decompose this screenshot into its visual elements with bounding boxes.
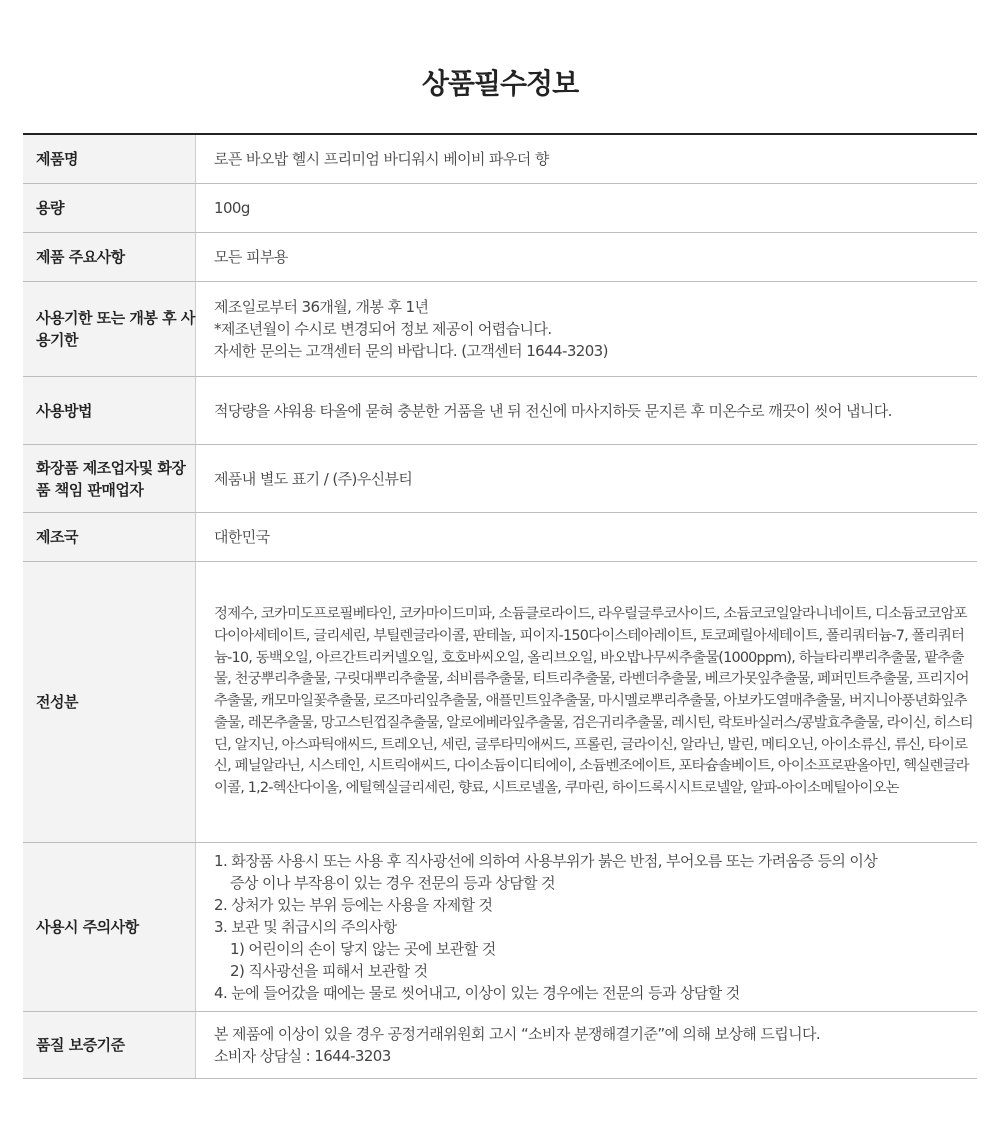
row-value [196, 233, 977, 281]
row-precautions [23, 843, 977, 1012]
value-line: 2) 직사광선을 피해서 보관할 것 [230, 962, 428, 980]
row-label [23, 282, 196, 376]
label-line: 화장품 제조업자및 [36, 458, 153, 477]
row-label: 품질 보증기준 [23, 1012, 196, 1078]
page-title: 상품필수정보 [421, 67, 579, 100]
value-line: 자세한 문의는 고객센터 문의 바랍니다. (고객센터 1644-3203) [214, 342, 608, 360]
value-line: 모든 피부용 [214, 248, 288, 266]
row-label: 용량 [23, 184, 196, 232]
value-line: 3. 보관 및 취급시의 주의사항 [214, 918, 397, 936]
product-info-table [23, 133, 977, 1079]
value-line: 제품내 별도 표기 / (주)우신뷰티 [214, 469, 413, 488]
row-label: 사용방법 [23, 377, 196, 444]
row-capacity [23, 184, 977, 233]
row-value [196, 843, 977, 1011]
label-line: 사용기한 또는 [36, 309, 125, 327]
value-line: 적당량을 샤워용 타올에 묻혀 충분한 거품을 낸 뒤 전신에 마사지하듯 문지른 후 미온수로 깨끗이 씻어 냅니다. [214, 401, 892, 420]
value-line: 본 제품에 이상이 있을 경우 공정거래위원회 고시 “소비자 분쟁해결기준”에 의해 보상해 드립니다. [214, 1025, 821, 1043]
row-label: 제품 주요사항 [23, 233, 196, 281]
value-line: 대한민국 [214, 528, 270, 546]
row-value [196, 135, 977, 183]
row-value [196, 513, 977, 561]
value-line: 1) 어린이의 손이 닿지 않는 곳에 보관할 것 [230, 940, 496, 958]
row-value [196, 377, 977, 444]
value-line: 100g [214, 199, 250, 217]
row-label: 전성분 [23, 562, 196, 842]
value-line: 증상 이나 부작용이 있는 경우 전문의 등과 상담할 것 [230, 874, 556, 892]
row-value [196, 282, 977, 376]
row-label [23, 445, 196, 512]
row-country [23, 513, 977, 562]
row-label: 제조국 [23, 513, 196, 561]
value-line: 1. 화장품 사용시 또는 사용 후 직사광선에 의하여 사용부위가 붉은 반점, 부어오름 또는 가려움증 등의 이상 [214, 852, 878, 870]
label-line: 개봉 후 사용기한 [36, 309, 195, 349]
row-ingredients [23, 562, 977, 843]
row-label: 제품명 [23, 135, 196, 183]
value-line: 4. 눈에 들어갔을 때에는 물로 씻어내고, 이상이 있는 경우에는 전문의 등과 상담할 것 [214, 984, 740, 1002]
row-key-info [23, 233, 977, 282]
ingredients-text: 정제수, 코카미도프로필베타인, 코카마이드미파, 소듐클로라이드, 라우릴글루코사이드, 소듐코코일알라니네이트, 디소듐코코암포다이아세테이트, 글리세린, 부틸렌글라이콜, 판테놀, 피이지-150다이스테아레이트, 토코페릴아세테이트, 폴리쿼터늄-7, 폴리쿼터늄-10, 동백오일, 아르간트리커넬오일, 호호바씨오일, 올리브오일, 바오밥나무씨추출물(1000ppm), 하늘타리뿌리추출물, 팥추출물, 천궁뿌리추출물, 구릿대뿌리추출물, 쇠비름추출물, 티트리추출물, 라벤더추출물, 베르가못잎추출물, 페퍼민트추출물, 프리지어추출물, 캐모마일꽃추출물, 로즈마리잎추출물, 애플민트잎추출물, 마시멜로뿌리추출물, 아보카도열매추출물, 버지니아풍년화잎추출물, 레몬추출물, 망고스틴껍질추출물, 알로에베라잎추출물, 검은귀리추출물, 레시틴, 락토바실러스/콩발효추출물, 라이신, 히스티딘, 알지닌, 아스파틱애씨드, 트레오닌, 세린, 글루타믹애씨드, 프롤린, 글라이신, 알라닌, 발린, 메티오닌, 아이소류신, 류신, 타이로신, 페닐알라닌, 시스테인, 시트릭애씨드, 다이소듐이디티에이, 소듐벤조에이트, 포타슘솔베이트, 아이소프로판올아민, 헥실렌글라이콜, 1,2-헥산다이올, 에틸헥실글리세린, 향료, 시트로넬올, 쿠마린, 하이드록시시트로넬알, 알파-아이소메틸아이오논 [214, 606, 973, 796]
value-line: 로픈 바오밥 헬시 프리미엄 바디워시 베이비 파우더 향 [214, 150, 549, 168]
row-value [196, 1012, 977, 1078]
value-line: 2. 상처가 있는 부위 등에는 사용을 자제할 것 [214, 896, 493, 914]
row-quality-standard [23, 1012, 977, 1079]
row-usage [23, 377, 977, 445]
row-manufacturer [23, 445, 977, 513]
row-value [196, 562, 977, 842]
value-line: *제조년월이 수시로 변경되어 정보 제공이 어렵습니다. [214, 320, 552, 338]
label-line: 화장품 책임 판매업자 [36, 458, 186, 499]
row-value [196, 184, 977, 232]
row-product-name [23, 135, 977, 184]
row-label: 사용시 주의사항 [23, 843, 196, 1011]
value-line: 제조일로부터 36개월, 개봉 후 1년 [214, 298, 429, 316]
value-line: 소비자 상담실 : 1644-3203 [214, 1047, 391, 1065]
row-value [196, 445, 977, 512]
row-expiry [23, 282, 977, 377]
